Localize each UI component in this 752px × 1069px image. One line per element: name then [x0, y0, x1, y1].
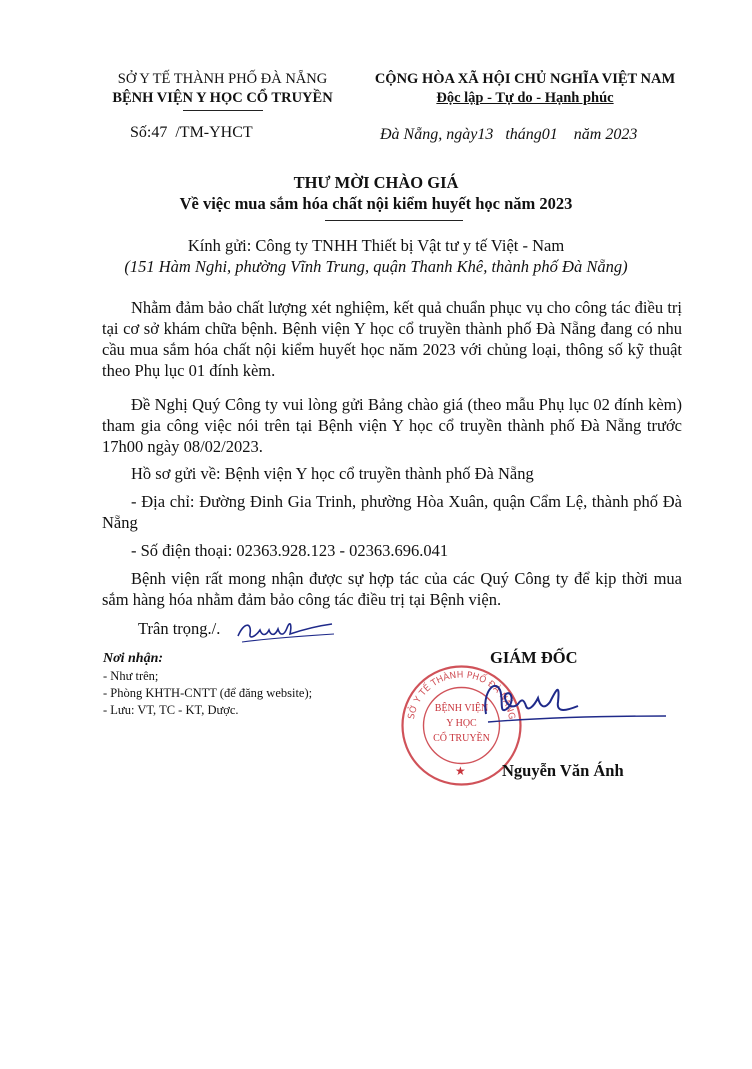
paragraph-2: Đề Nghị Quý Công ty vui lòng gửi Bảng chào giá (theo mẫu Phụ lục 02 đính kèm) tham gia công việc nói trên tại Bệnh viện Y học cổ truyền thành phố Đà Nẵng trước 17h00 ngày 08/02/2023.: [102, 395, 682, 456]
hospital-name: BỆNH VIỆN Y HỌC CỔ TRUYỀN: [112, 90, 333, 106]
national-motto: Độc lập - Tự do - Hạnh phúc: [436, 90, 614, 106]
svg-text:CỔ TRUYỀN: CỔ TRUYỀN: [433, 733, 490, 744]
svg-text:Y HỌC: Y HỌC: [446, 718, 477, 729]
letter-title: THƯ MỜI CHÀO GIÁ: [293, 173, 459, 192]
director-signature-icon: [468, 672, 673, 732]
svg-text:SỞ Y TẾ THÀNH PHỐ ĐÀ NẴNG: SỞ Y TẾ THÀNH PHỐ ĐÀ NẴNG: [406, 670, 517, 721]
recipients-block: [103, 649, 312, 719]
signer-name: Nguyễn Văn Ánh: [502, 761, 624, 780]
svg-text:★: ★: [455, 764, 466, 778]
agency-name: SỞ Y TẾ THÀNH PHỐ ĐÀ NẴNG: [117, 71, 328, 87]
initial-signature-icon: [232, 616, 342, 648]
svg-text:BỆNH VIỆN: BỆNH VIỆN: [434, 703, 489, 714]
paragraph-phone: - Số điện thoại: 02363.928.123 - 02363.696.041: [131, 541, 449, 560]
paragraph-1: Nhằm đảm bảo chất lượng xét nghiệm, kết quả chuẩn phục vụ cho công tác điều trị tại cơ sở khám chữa bệnh. Bệnh viện Y học cổ truyền thành phố Đà Nẵng đang có nhu cầu mua sắm hóa chất nội kiểm huyết học năm 2023 với chủng loại, thông số kỹ thuật theo Phụ lục 01 đính kèm.: [102, 298, 682, 380]
recipient-item-3: - Lưu: VT, TC - KT, Dược.: [103, 703, 239, 717]
header-left-rule: [183, 110, 263, 111]
recipient-line: Kính gửi: Công ty TNHH Thiết bị Vật tư y tế Việt - Nam: [187, 236, 565, 255]
letter-subject: Về việc mua sắm hóa chất nội kiểm huyết học năm 2023: [179, 194, 573, 213]
national-title: CỘNG HÒA XÃ HỘI CHỦ NGHĨA VIỆT NAM: [374, 71, 676, 87]
recipients-heading: Nơi nhận:: [103, 651, 164, 666]
signer-title: GIÁM ĐỐC: [490, 648, 578, 667]
document-date: Đà Nẵng, ngày13 tháng01 năm 2023: [380, 126, 638, 143]
paragraph-closing: Bệnh viện rất mong nhận được sự hợp tác của các Quý Công ty để kịp thời mua sắm hàng hóa nhằm đảm bảo công tác điều trị tại Bệnh viện.: [102, 569, 682, 609]
paragraph-address: - Địa chỉ: Đường Đinh Gia Trinh, phường Hòa Xuân, quận Cẩm Lệ, thành phố Đà Nẵng: [102, 492, 682, 532]
closing-regards: Trân trọng./.: [138, 619, 221, 638]
document-number: Số:47 /TM-YHCT: [130, 124, 253, 141]
header-left: [90, 70, 355, 108]
paragraph-3: Hồ sơ gửi về: Bệnh viện Y học cổ truyền thành phố Đà Nẵng: [131, 464, 534, 483]
recipient-item-2: - Phòng KHTH-CNTT (để đăng website);: [103, 686, 313, 700]
header-right: [355, 70, 695, 108]
recipient-item-1: - Như trên;: [103, 669, 159, 683]
title-rule: [325, 220, 463, 221]
recipient-address: (151 Hàm Nghi, phường Vĩnh Trung, quận Thanh Khê, thành phố Đà Nẵng): [124, 257, 628, 276]
